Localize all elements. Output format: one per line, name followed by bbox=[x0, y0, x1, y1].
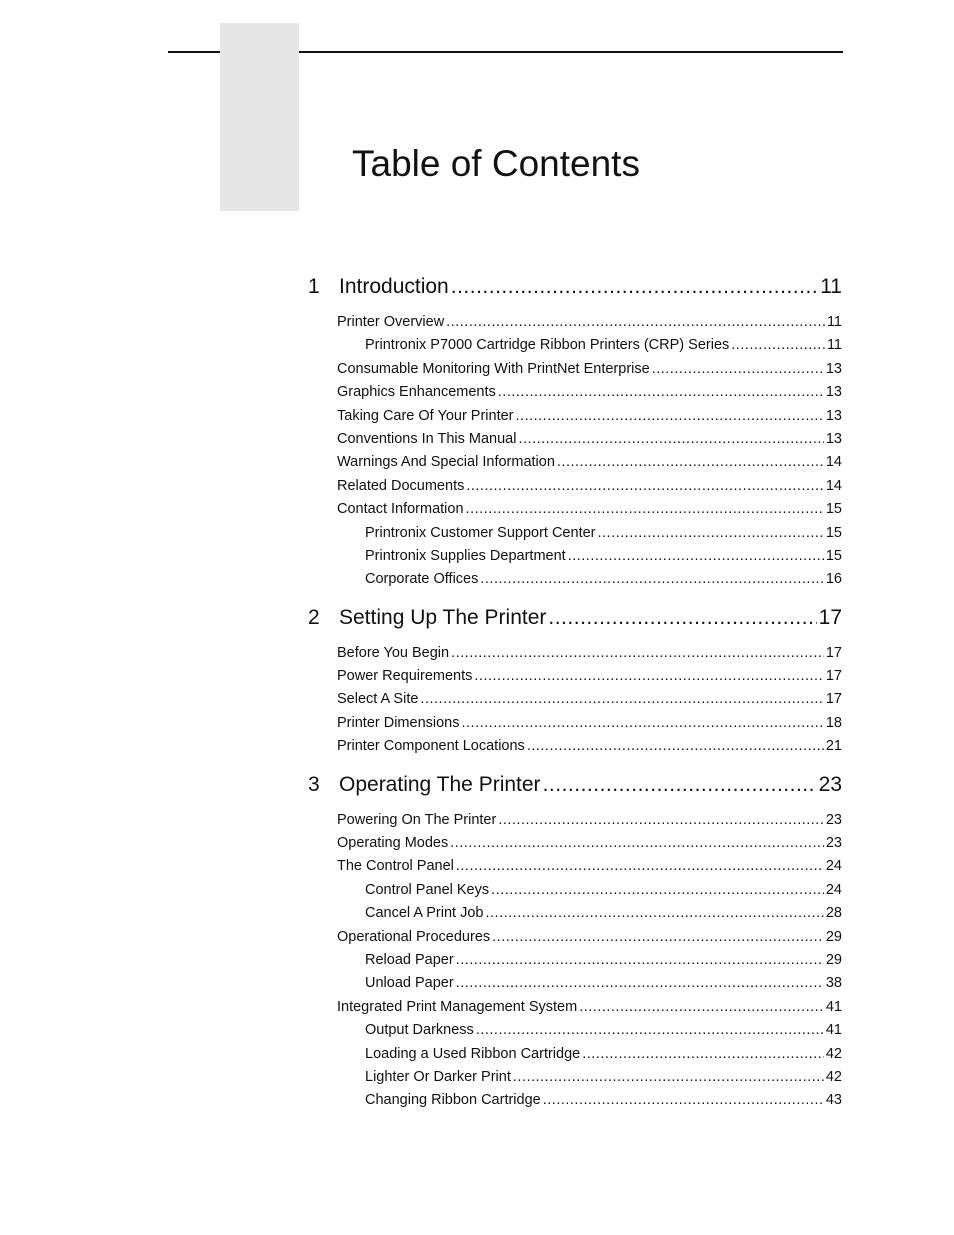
dot-leader bbox=[491, 879, 824, 902]
header-rule-right bbox=[299, 51, 843, 53]
entry-page-number: 23 bbox=[825, 811, 842, 828]
dot-leader bbox=[582, 1043, 824, 1066]
dot-leader bbox=[480, 568, 823, 591]
entry-label: Before You Begin bbox=[337, 644, 450, 661]
toc-section-entry[interactable] bbox=[308, 498, 842, 521]
entry-page-number: 43 bbox=[825, 1092, 842, 1109]
dot-leader bbox=[446, 311, 825, 334]
dot-leader bbox=[548, 602, 816, 634]
dot-leader bbox=[420, 688, 823, 711]
entry-page-number: 28 bbox=[825, 905, 842, 922]
toc-subsection-entry[interactable] bbox=[308, 522, 842, 545]
entry-page-number: 17 bbox=[825, 644, 842, 661]
entry-page-number: 13 bbox=[825, 430, 842, 447]
toc-subsection-entry[interactable] bbox=[308, 1019, 842, 1042]
toc-subsection-entry[interactable] bbox=[308, 1089, 842, 1112]
toc-chapter[interactable] bbox=[308, 769, 842, 801]
entry-label: Powering On The Printer bbox=[337, 811, 497, 828]
chapter-spacer bbox=[308, 801, 842, 809]
toc-subsection-entry[interactable] bbox=[308, 1066, 842, 1089]
toc-section-entry[interactable] bbox=[308, 809, 842, 832]
chapter-page-number: 17 bbox=[818, 605, 842, 629]
dot-leader bbox=[527, 735, 824, 758]
entry-label: Corporate Offices bbox=[365, 571, 479, 588]
chapter-title: Operating The Printer bbox=[339, 772, 541, 796]
dot-leader bbox=[598, 522, 824, 545]
entry-page-number: 21 bbox=[825, 738, 842, 755]
entry-page-number: 14 bbox=[825, 454, 842, 471]
entry-page-number: 15 bbox=[825, 547, 842, 564]
chapter-page-number: 11 bbox=[820, 275, 842, 298]
entry-page-number: 13 bbox=[825, 360, 842, 377]
dot-leader bbox=[731, 334, 825, 357]
entry-label: Contact Information bbox=[337, 501, 464, 518]
dot-leader bbox=[450, 832, 824, 855]
entry-label: Integrated Print Management System bbox=[337, 998, 578, 1015]
dot-leader bbox=[557, 451, 824, 474]
page-title: Table of Contents bbox=[352, 143, 640, 184]
toc-subsection-entry[interactable] bbox=[308, 879, 842, 902]
entry-label: Consumable Monitoring With PrintNet Enterprise bbox=[337, 360, 650, 377]
entry-label: Cancel A Print Job bbox=[365, 905, 484, 922]
chapter-tab-block bbox=[220, 23, 299, 211]
chapter-title: Setting Up The Printer bbox=[339, 605, 547, 629]
toc-subsection-entry[interactable] bbox=[308, 972, 842, 995]
entry-label: Unload Paper bbox=[365, 975, 454, 992]
dot-leader bbox=[498, 809, 824, 832]
entry-label: Conventions In This Manual bbox=[337, 430, 517, 447]
entry-page-number: 15 bbox=[825, 501, 842, 518]
dot-leader bbox=[492, 926, 824, 949]
toc-section-entry[interactable] bbox=[308, 428, 842, 451]
chapter-title: Introduction bbox=[339, 275, 449, 298]
chapter-number: 1 bbox=[308, 275, 320, 298]
chapter-number: 2 bbox=[308, 605, 320, 629]
toc-subsection-entry[interactable] bbox=[308, 334, 842, 357]
dot-leader bbox=[652, 358, 824, 381]
entry-page-number: 14 bbox=[825, 477, 842, 494]
entry-label: Warnings And Special Information bbox=[337, 454, 555, 471]
dot-leader bbox=[476, 1019, 824, 1042]
entry-label: Changing Ribbon Cartridge bbox=[365, 1092, 541, 1109]
entry-page-number: 24 bbox=[825, 881, 842, 898]
toc-section-entry[interactable] bbox=[308, 832, 842, 855]
chapter-spacer bbox=[308, 634, 842, 642]
entry-page-number: 13 bbox=[825, 407, 842, 424]
entry-label: Printer Overview bbox=[337, 314, 445, 330]
dot-leader bbox=[466, 498, 824, 521]
entry-label: Printronix Customer Support Center bbox=[365, 524, 596, 541]
entry-page-number: 29 bbox=[825, 928, 842, 945]
entry-page-number: 23 bbox=[825, 835, 842, 852]
entry-label: Printronix P7000 Cartridge Ribbon Printers (CRP) Series bbox=[365, 337, 730, 354]
header-rule-left bbox=[168, 51, 220, 53]
entry-page-number: 11 bbox=[826, 314, 842, 330]
toc-section-entry[interactable] bbox=[308, 855, 842, 878]
toc-section-entry[interactable] bbox=[308, 735, 842, 758]
dot-leader bbox=[516, 405, 824, 428]
dot-leader bbox=[498, 381, 824, 404]
dot-leader bbox=[456, 855, 824, 878]
entry-page-number: 17 bbox=[825, 691, 842, 708]
entry-label: Printer Component Locations bbox=[337, 738, 525, 755]
toc-section-entry[interactable] bbox=[308, 642, 842, 665]
dot-leader bbox=[474, 665, 823, 688]
dot-leader bbox=[579, 996, 824, 1019]
toc-chapter[interactable] bbox=[308, 271, 842, 303]
toc-section-entry[interactable] bbox=[308, 475, 842, 498]
toc-list bbox=[308, 271, 842, 1113]
dot-leader bbox=[543, 1089, 824, 1112]
entry-label: Operating Modes bbox=[337, 835, 449, 852]
dot-leader bbox=[543, 769, 817, 801]
toc-section-entry[interactable] bbox=[308, 311, 842, 334]
entry-label: Taking Care Of Your Printer bbox=[337, 407, 514, 424]
toc-section-entry[interactable] bbox=[308, 712, 842, 735]
toc-section-entry[interactable] bbox=[308, 405, 842, 428]
entry-label: Related Documents bbox=[337, 477, 465, 494]
toc-subsection-entry[interactable] bbox=[308, 902, 842, 925]
toc-section-entry[interactable] bbox=[308, 381, 842, 404]
entry-label: Control Panel Keys bbox=[365, 881, 490, 898]
entry-page-number: 17 bbox=[825, 668, 842, 685]
toc-subsection-entry[interactable] bbox=[308, 1043, 842, 1066]
dot-leader bbox=[568, 545, 824, 568]
entry-page-number: 38 bbox=[825, 975, 842, 992]
entry-label: Output Darkness bbox=[365, 1022, 474, 1039]
toc-subsection-entry[interactable] bbox=[308, 568, 842, 591]
entry-label: Printronix Supplies Department bbox=[365, 547, 566, 564]
chapter-number: 3 bbox=[308, 772, 320, 796]
entry-label: Lighter Or Darker Print bbox=[365, 1068, 511, 1085]
dot-leader bbox=[462, 712, 824, 735]
entry-label: Operational Procedures bbox=[337, 928, 491, 945]
entry-page-number: 15 bbox=[825, 524, 842, 541]
entry-page-number: 41 bbox=[825, 998, 842, 1015]
toc-section-entry[interactable] bbox=[308, 451, 842, 474]
toc-section-entry[interactable] bbox=[308, 688, 842, 711]
chapter-spacer bbox=[308, 303, 842, 311]
toc-section-entry[interactable] bbox=[308, 926, 842, 949]
entry-label: Power Requirements bbox=[337, 668, 473, 685]
entry-label: Printer Dimensions bbox=[337, 714, 460, 731]
entry-page-number: 42 bbox=[825, 1068, 842, 1085]
entry-label: Select A Site bbox=[337, 691, 419, 708]
toc-section-entry[interactable] bbox=[308, 358, 842, 381]
toc-section-entry[interactable] bbox=[308, 665, 842, 688]
entry-label: Reload Paper bbox=[365, 951, 454, 968]
dot-leader bbox=[456, 949, 824, 972]
entry-page-number: 29 bbox=[825, 951, 842, 968]
entry-page-number: 18 bbox=[825, 714, 842, 731]
entry-page-number: 11 bbox=[826, 337, 842, 354]
entry-page-number: 41 bbox=[825, 1022, 842, 1039]
dot-leader bbox=[466, 475, 824, 498]
dot-leader bbox=[518, 428, 823, 451]
entry-page-number: 24 bbox=[825, 858, 842, 875]
toc-subsection-entry[interactable] bbox=[308, 545, 842, 568]
dot-leader bbox=[456, 972, 824, 995]
dot-leader bbox=[451, 271, 818, 303]
entry-page-number: 42 bbox=[825, 1045, 842, 1062]
dot-leader bbox=[451, 642, 824, 665]
entry-label: Loading a Used Ribbon Cartridge bbox=[365, 1045, 581, 1062]
dot-leader bbox=[486, 902, 824, 925]
chapter-page-number: 23 bbox=[818, 772, 842, 796]
dot-leader bbox=[513, 1066, 824, 1089]
entry-page-number: 16 bbox=[825, 571, 842, 588]
toc-chapter[interactable] bbox=[308, 602, 842, 634]
entry-label: The Control Panel bbox=[337, 858, 454, 875]
entry-label: Graphics Enhancements bbox=[337, 384, 496, 401]
entry-page-number: 13 bbox=[825, 384, 842, 401]
toc-subsection-entry[interactable] bbox=[308, 949, 842, 972]
toc-section-entry[interactable] bbox=[308, 996, 842, 1019]
